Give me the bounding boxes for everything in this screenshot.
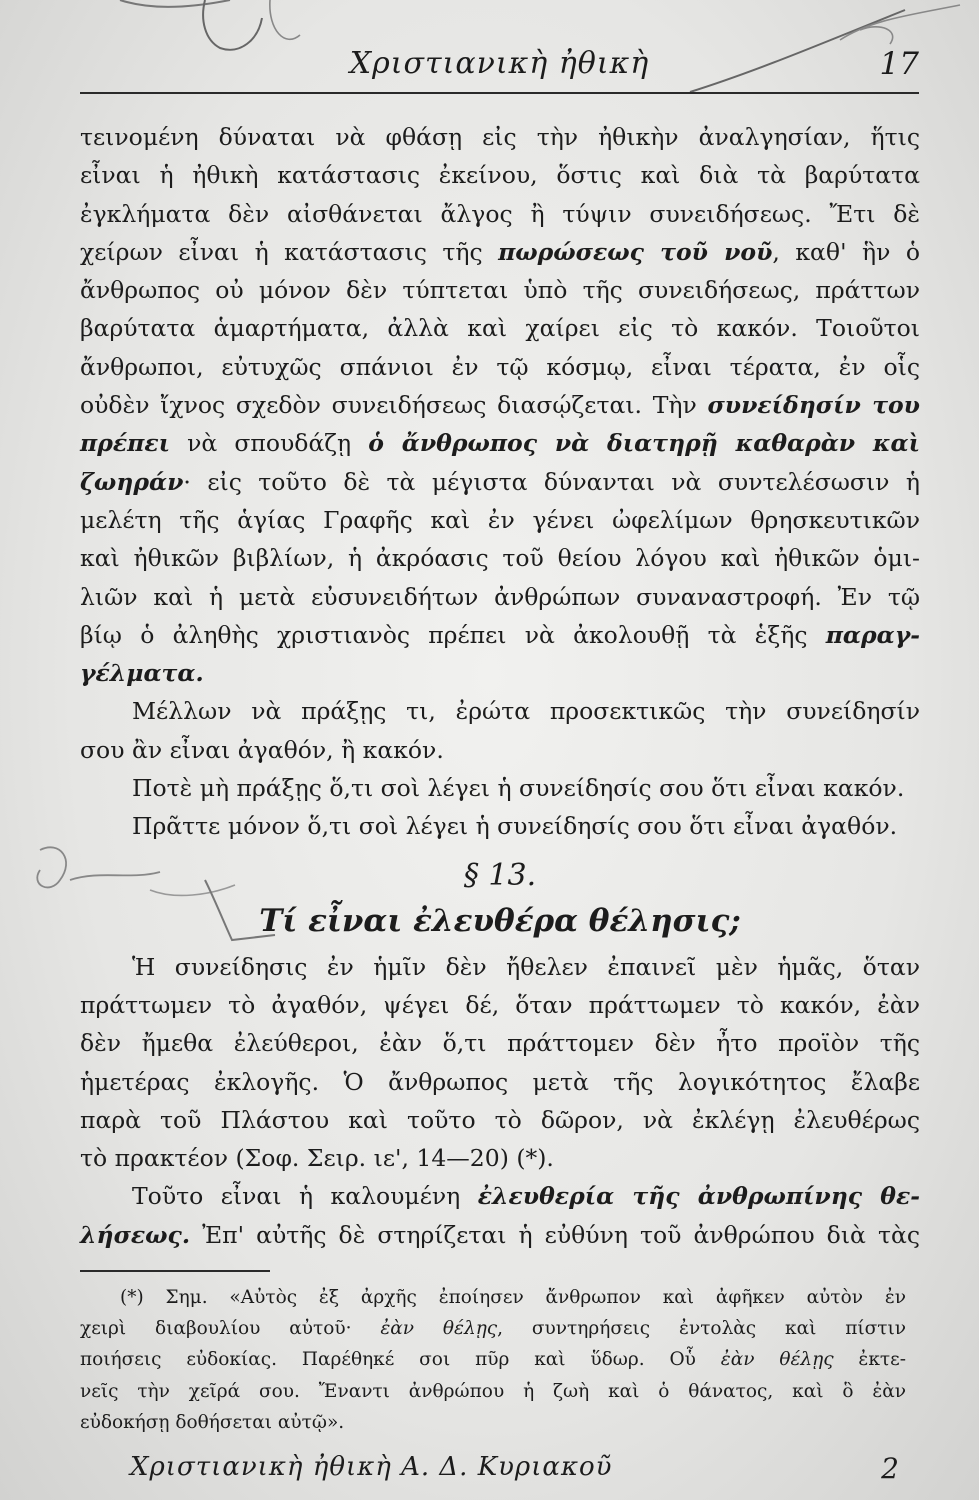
text-span: Ἡ συνείδησις ἐν ἡμῖν δὲν ἤθελεν ἐπαινεῖ μὲν ἡμᾶς, ὅταν	[132, 952, 920, 981]
text-line	[80, 386, 920, 424]
text-line	[80, 1177, 920, 1215]
text-line	[80, 1216, 920, 1254]
text-line	[80, 1344, 906, 1375]
text-line	[80, 986, 920, 1024]
text-line	[80, 501, 920, 539]
text-line	[80, 1063, 920, 1101]
text-line	[80, 654, 920, 692]
text-line	[80, 616, 920, 654]
italic-text: ἐὰν θέλῃς	[380, 1318, 498, 1340]
text-span: μελέτη τῆς ἁγίας Γραφῆς καὶ ἐν γένει ὠφελίμων θρησκευτικῶν	[80, 505, 920, 534]
text-span: (*) Σημ. «Αὐτὸς ἐξ ἀρχῆς ἐποίησεν ἄνθρωπον καὶ ἀφῆκεν αὐτὸν ἐν	[120, 1287, 906, 1308]
text-span: χειρὶ διαβουλίου αὐτοῦ·	[80, 1318, 381, 1340]
text-span: , καθ' ἣν ὁ	[772, 237, 920, 266]
text-line	[80, 271, 920, 309]
emphasis-text: ζωηράν	[80, 467, 184, 496]
text-span: εἶναι ἡ ἠθικὴ κατάστασις ἐκείνου, ὅστις καὶ διὰ τὰ βαρύτατα	[80, 161, 920, 190]
text-span: χείρων εἶναι ἡ κατάστασις τῆς	[80, 237, 499, 266]
text-line	[80, 1313, 906, 1344]
text-span: ποιήσεις εὐδοκίας. Παρέθηκέ σοι πῦρ καὶ ὕδωρ. Οὗ	[80, 1349, 721, 1371]
text-span: ἐγκλήματα δὲν αἰσθάνεται ἄλγος ἢ τύψιν συνειδήσεως. Ἔτι δὲ	[80, 199, 920, 228]
text-line	[80, 309, 920, 347]
text-line	[80, 1139, 920, 1177]
text-line	[80, 348, 920, 386]
paragraph-3	[80, 1177, 920, 1254]
text-span: βαρύτατα ἁμαρτήματα, ἀλλὰ καὶ χαίρει εἰς τὸ κακόν. Τοιοῦτοι	[80, 314, 920, 343]
text-line	[80, 807, 920, 845]
text-line	[80, 769, 920, 807]
text-span: καὶ ἠθικῶν βιβλίων, ἡ ἀκρόασις τοῦ θείου λόγου καὶ ἠθικῶν ὁμι-	[80, 544, 920, 573]
text-span: τεινομένη δύναται νὰ φθάσῃ εἰς τὴν ἠθικὴν ἀναλγησίαν, ἥτις	[80, 123, 920, 151]
text-span: παρὰ τοῦ Πλάστου καὶ τοῦτο τὸ δῶρον, νὰ ἐκλέγῃ ἐλευθέρως	[80, 1105, 920, 1134]
text-span: ἡμετέρας ἐκλογῆς. Ὁ ἄνθρωπος μετὰ τῆς λογικότητος ἔλαβε	[80, 1067, 920, 1096]
text-span: Τοῦτο εἶναι ἡ καλουμένη	[132, 1182, 478, 1211]
text-span: νὰ σπουδάζῃ	[169, 429, 369, 458]
text-line	[80, 731, 920, 769]
emphasis-text: ὁ ἄνθρωπος νὰ διατηρῇ καθαρὰν καὶ	[368, 429, 920, 458]
text-line	[80, 118, 920, 156]
text-span: βίῳ ὁ ἀληθὴς χριστιανὸς πρέπει νὰ ἀκολουθῇ τὰ ἑξῆς	[80, 620, 826, 649]
text-span: · εἰς τοῦτο δὲ τὰ μέγιστα δύνανται νὰ συντελέσωσιν ἡ	[183, 467, 920, 496]
emphasis-text: παραγ-	[825, 620, 920, 649]
section-heading: Τί εἶναι ἐλευθέρα θέλησις;	[259, 902, 741, 939]
section-number: § 13.	[463, 857, 537, 893]
text-line	[80, 1407, 906, 1438]
signature-title: Χριστιανικὴ ἠθικὴ Α. Δ. Κυριακοῦ	[130, 1452, 613, 1482]
text-span: δὲν ἤμεθα ἐλεύθεροι, ἐὰν ὅ,τι πράττομεν δὲν ἦτο προϊὸν τῆς	[80, 1029, 920, 1058]
text-span: Πρᾶττε μόνον ὅ,τι σοὶ λέγει ἡ συνείδησίς σου ὅτι εἶναι ἀγαθόν.	[132, 812, 898, 841]
footnote	[80, 1282, 906, 1438]
text-line	[80, 233, 920, 271]
text-line	[80, 1024, 920, 1062]
running-title: Χριστιανικὴ ἠθικὴ	[349, 46, 650, 81]
signature-number: 2	[881, 1452, 899, 1485]
text-span: νεῖς τὴν χεῖρά σου. Ἔναντι ἀνθρώπου ἡ ζωὴ καὶ ὁ θάνατος, καὶ ὃ ἐὰν	[80, 1380, 906, 1402]
text-span: οὐδὲν ἴχνος σχεδὸν συνειδήσεως διασῴζεται. Τὴν	[80, 391, 708, 420]
paragraph-1	[80, 118, 920, 692]
text-span: Μέλλων νὰ πράξῃς τι, ἐρώτα προσεκτικῶς τὴν συνείδησίν	[132, 697, 920, 726]
text-span: Ποτὲ μὴ πράξῃς ὅ,τι σοὶ λέγει ἡ συνείδησίς σου ὅτι εἶναι κακόν.	[132, 774, 905, 803]
text-span: ἐκτε-	[833, 1349, 906, 1371]
emphasis-text: συνείδησίν του	[707, 391, 920, 420]
text-line	[80, 424, 920, 462]
text-span: λιῶν καὶ ἡ μετὰ εὐσυνειδήτων ἀνθρώπων συναναστροφή. Ἐν τῷ	[80, 582, 920, 611]
text-line	[80, 539, 920, 577]
text-line	[80, 948, 920, 986]
body-text	[80, 118, 920, 1254]
page-number: 17	[879, 46, 919, 82]
text-line	[80, 1282, 906, 1313]
emphasis-text: ἐλευθερία τῆς ἀνθρωπίνης θε-	[477, 1182, 920, 1211]
paragraph-2	[80, 948, 920, 1178]
text-span: Ἐπ' αὐτῆς δὲ στηρίζεται ἡ εὐθύνη τοῦ ἀνθρώπου διὰ τὰς	[190, 1220, 920, 1249]
text-span: πράττωμεν τὸ ἀγαθόν, ψέγει δέ, ὅταν πράττωμεν τὸ κακόν, ἐὰν	[80, 990, 920, 1019]
text-line	[80, 578, 920, 616]
emphasis-text: γέλματα.	[80, 659, 204, 688]
text-line	[80, 1376, 906, 1407]
footnote-rule	[80, 1270, 270, 1272]
text-line	[80, 692, 920, 730]
emphasis-text: πρέπει	[80, 429, 170, 458]
text-span: , συντηρήσεις ἐντολὰς καὶ πίστιν	[497, 1318, 906, 1340]
text-line	[80, 195, 920, 233]
text-span: ἄνθρωπος οὐ μόνον δὲν τύπτεται ὑπὸ τῆς συνειδήσεως, πράττων	[80, 276, 920, 305]
emphasis-text: πωρώσεως τοῦ νοῦ	[498, 237, 773, 266]
text-line	[80, 463, 920, 501]
text-span: τὸ πρακτέον (Σοφ. Σειρ. ιε', 14—20) (*).	[80, 1144, 554, 1173]
text-span: ἄνθρωποι, εὐτυχῶς σπάνιοι ἐν τῷ κόσμῳ, εἶναι τέρατα, ἐν οἷς	[80, 352, 920, 381]
text-line	[80, 156, 920, 194]
printer-signature	[130, 1452, 899, 1492]
conscience-precepts	[80, 692, 920, 845]
running-header	[80, 40, 919, 94]
text-line	[80, 1101, 920, 1139]
text-span: εὐδοκήσῃ δοθήσεται αὐτῷ».	[80, 1411, 345, 1433]
italic-text: ἐὰν θέλῃς	[720, 1349, 834, 1371]
emphasis-text: λήσεως.	[80, 1220, 191, 1249]
text-span: σου ἂν εἶναι ἀγαθόν, ἢ κακόν.	[80, 735, 444, 764]
